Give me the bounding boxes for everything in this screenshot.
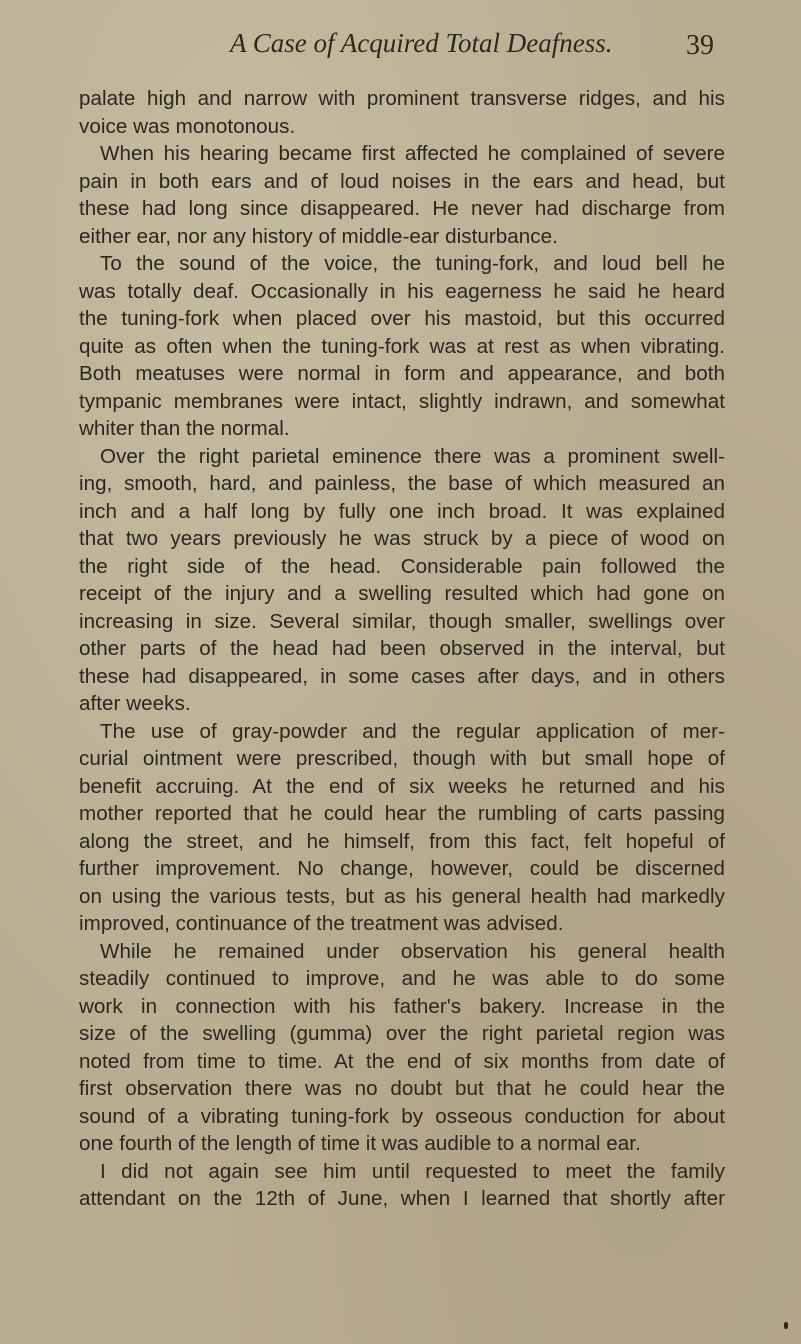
text-line: steadily continued to improve, and he was able to do some bbox=[79, 967, 725, 990]
text-line: improved, continuance of the treatment was advised. bbox=[79, 912, 564, 935]
text-line: work in connection with his father's bakery. Increase in the bbox=[79, 994, 725, 1018]
text-line: increasing in size. Several similar, though smaller, swellings over bbox=[79, 609, 725, 633]
text-line: after weeks. bbox=[79, 692, 191, 715]
text-line: inch and a half long by fully one inch broad. It was explained bbox=[79, 499, 725, 523]
text-line: Both meatuses were normal in form and appearance, and both bbox=[79, 362, 725, 385]
text-line: noted from time to time. At the end of six months from date of bbox=[79, 1049, 725, 1073]
text-line: was totally deaf. Occasionally in his eagerness he said he heard bbox=[79, 279, 725, 303]
paragraph bbox=[79, 85, 725, 140]
text-line: ing, smooth, hard, and painless, the base of which measured an bbox=[79, 472, 725, 495]
paragraph bbox=[79, 443, 725, 718]
text-line: these had disappeared, in some cases after days, and in others bbox=[79, 664, 725, 688]
text-line: attendant on the 12th of June, when I learned that shortly after bbox=[79, 1187, 725, 1210]
paragraph bbox=[79, 140, 725, 250]
text-line: To the sound of the voice, the tuning-fork, and loud bell he bbox=[100, 252, 725, 275]
text-line: tympanic membranes were intact, slightly indrawn, and somewhat bbox=[79, 389, 725, 413]
text-line: the tuning-fork when placed over his mastoid, but this occurred bbox=[79, 307, 725, 330]
text-line: Over the right parietal eminence there was a prominent swell- bbox=[100, 444, 725, 468]
text-line: size of the swelling (gumma) over the right parietal region was bbox=[79, 1022, 725, 1045]
text-line: quite as often when the tuning-fork was at rest as when vibrating. bbox=[79, 334, 725, 358]
text-line: that two years previously he was struck by a piece of wood on bbox=[79, 527, 725, 550]
text-line: pain in both ears and of loud noises in the ears and head, but bbox=[79, 169, 725, 193]
text-line: The use of gray-powder and the regular application of mer- bbox=[100, 719, 725, 743]
text-line: voice was monotonous. bbox=[79, 114, 296, 138]
text-line: receipt of the injury and a swelling resulted which had gone on bbox=[79, 582, 725, 605]
text-line: these had long since disappeared. He never had discharge from bbox=[79, 197, 725, 220]
text-line: on using the various tests, but as his general health had markedly bbox=[79, 884, 725, 908]
text-line: curial ointment were prescribed, though with but small hope of bbox=[79, 747, 725, 770]
text-line: either ear, nor any history of middle-ear disturbance. bbox=[79, 224, 558, 248]
ink-speck bbox=[784, 1322, 788, 1329]
paragraph bbox=[79, 250, 725, 443]
text-line: the right side of the head. Considerable pain followed the bbox=[79, 554, 725, 578]
paragraph bbox=[79, 718, 725, 938]
text-line: benefit accruing. At the end of six weeks he returned and his bbox=[79, 774, 725, 798]
text-line: When his hearing became first affected he complained of severe bbox=[100, 142, 725, 165]
body-text bbox=[79, 85, 725, 1213]
text-line: I did not again see him until requested to meet the family bbox=[100, 1159, 725, 1183]
running-title: A Case of Acquired Total Deafness. bbox=[230, 28, 613, 58]
text-line: mother reported that he could hear the rumbling of carts passing bbox=[79, 802, 725, 825]
text-line: first observation there was no doubt but that he could hear the bbox=[79, 1077, 725, 1100]
text-line: along the street, and he himself, from this fact, felt hopeful of bbox=[79, 829, 725, 853]
text-line: While he remained under observation his general health bbox=[100, 939, 725, 963]
text-line: whiter than the normal. bbox=[79, 417, 290, 440]
text-line: palate high and narrow with prominent transverse ridges, and his bbox=[79, 87, 725, 110]
text-line: sound of a vibrating tuning-fork by osseous conduction for about bbox=[79, 1104, 725, 1128]
text-line: other parts of the head had been observed in the interval, but bbox=[79, 637, 725, 660]
paragraph bbox=[79, 1158, 725, 1213]
paragraph bbox=[79, 938, 725, 1158]
page-number: 39 bbox=[686, 30, 714, 61]
text-line: further improvement. No change, however, could be discerned bbox=[79, 857, 725, 880]
text-line: one fourth of the length of time it was audible to a normal ear. bbox=[79, 1132, 641, 1155]
